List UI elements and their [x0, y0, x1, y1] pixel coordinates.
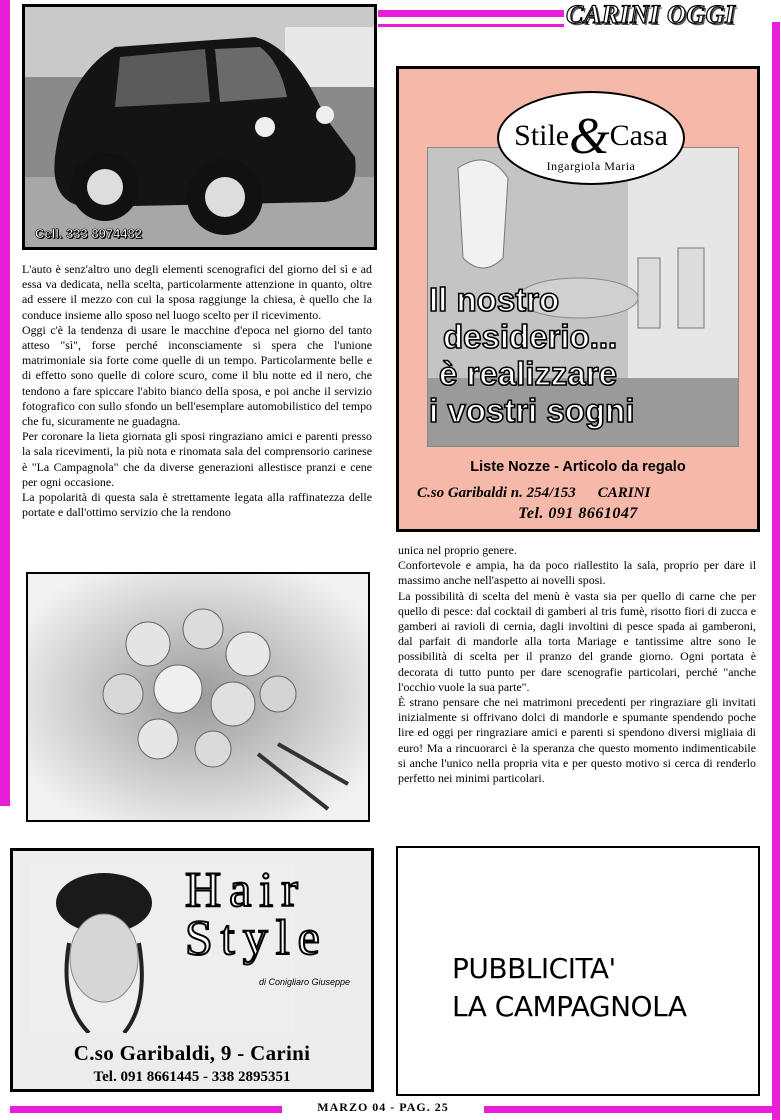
left-accent-bar [0, 0, 10, 806]
top-accent-bar-2 [378, 24, 564, 27]
hair-title-line: Hair [185, 861, 306, 917]
masthead: CARINI OGGI [566, 0, 736, 29]
slogan-line: desiderio... [443, 318, 618, 355]
bouquet-illustration [28, 574, 368, 820]
article-paragraph: La popolarità di questa sala è strettamente legata alla raffinatezza delle portate e dall'ottimo servizio che la rendono [22, 490, 372, 520]
stile-city: CARINI [597, 485, 651, 501]
car-ad-phone: Cell. 333 8974482 [35, 226, 142, 241]
vintage-car-photo [22, 4, 377, 250]
logo-word-stile: Stile [514, 119, 570, 152]
bouquet-photo [26, 572, 370, 822]
bottom-accent-bar-right [484, 1106, 772, 1113]
pubblicita-line: PUBBLICITA' [452, 952, 616, 985]
stile-liste-nozze: Liste Nozze - Articolo da regalo [470, 459, 686, 475]
logo-ampersand: & [569, 108, 610, 165]
stile-slogan [429, 281, 634, 429]
stile-address [417, 485, 747, 502]
hair-owner: di Conigliaro Giuseppe [259, 977, 351, 987]
hair-style-title [185, 861, 374, 965]
article-paragraph: Oggi c'è la tendenza di usare le macchine d'epoca nel giorno del tanto atteso "sì", forse perché inconsciamente si spera che l'unione matrimoniale sia forte come quelle di un tempo. Particolarmente belle e di effetto sono quelle di colore scuro, come il blu notte ed il nero, che tendono a fare spiccare l'abito bianco della sposa, e poi anche il servizio fotografico con sullo sfondo un bell'esemplare automobilistico del tempo che fu, sicuramente ne guadagna. [22, 322, 372, 429]
stile-casa-ad [396, 66, 760, 532]
pubblicita-box [396, 846, 760, 1096]
article-left-column [22, 262, 372, 520]
article-paragraph: La possibilità di scelta del menù è vasta sia per quello di carne che per quello di pesce: dal cocktail di gamberi al tris fumè, risotto fiori di zucca e gamberi ai ravioli di cernia, dagli involtini di pesce spada ai gamberoni, dal parfait di mandorle alla torta Mariage e tantissime altre sono le possibilità di scelta per il pranzo del grande giorno. Ogni portata è decorata di tutto punto per dare scenografie particolari, perché "anche l'occhio vuole la sua parte". [398, 588, 756, 694]
hair-address: C.so Garibaldi, 9 - Carini [73, 1041, 311, 1065]
stile-street: C.so Garibaldi n. 254/153 [417, 485, 576, 501]
stile-logo-oval [497, 91, 685, 185]
article-paragraph: unica nel proprio genere. [398, 543, 517, 557]
bottom-accent-bar-left [10, 1106, 282, 1113]
right-accent-bar [772, 22, 780, 1120]
pubblicita-text [452, 950, 687, 1026]
pubblicita-line: LA CAMPAGNOLA [452, 990, 687, 1023]
logo-word-casa: Casa [609, 119, 668, 152]
stile-telephone: Tel. 091 8661047 [518, 505, 638, 522]
hair-style-ad [10, 848, 374, 1092]
top-accent-bar [378, 10, 564, 17]
article-paragraph: L'auto è senz'altro uno degli elementi scenografici del giorno del sì e ad essa va dedicata, nella scelta, particolarmente attenzione in quanto, oltre ad essere il mezzo con cui la sposa raggiunge la chiesa, è quello che la conduce insieme allo sposo nel luogo scelto per il ricevimento. [22, 262, 372, 322]
page-footer: MARZO 04 - PAG. 25 [317, 1100, 449, 1114]
hair-title-line: Style [185, 909, 328, 965]
article-paragraph: Per coronare la lieta giornata gli sposi ringraziano amici e parenti presso la sala ricevimenti, la più nota e rinomata sala del comprensorio carinese è "La Campagnola" che da diverse generazioni allestisce pranzi e cene per ogni occasione. [22, 429, 372, 489]
car-illustration [25, 7, 374, 247]
article-paragraph: Confortevole e ampia, ha da poco riallestito la sala, proprio per dare il massimo anche nell'aspetto ai novelli sposi. [398, 558, 756, 588]
slogan-line: i vostri sogni [429, 392, 635, 429]
stile-owner: Ingargiola Maria [546, 159, 636, 173]
slogan-line: è realizzare [439, 355, 617, 392]
slogan-line: Il nostro [429, 281, 560, 318]
article-right-column [398, 543, 756, 786]
stile-casa-logo [499, 107, 683, 166]
article-paragraph: È strano pensare che nei matrimoni precedenti per ringraziare gli invitati inizialmente si offrivano dolci di mandorle e spumante spendendo poche lire ed oggi per ringraziare amici e parenti si spendono diversi migliaia di euro! Ma a rincuorarci è la speranza che questo momento indimenticabile si anche l'unico nella propria vita e per questo motivo si cerca di renderlo perfetto nei minimi particolari. [398, 695, 756, 786]
hair-telephone: Tel. 091 8661445 - 338 2895351 [93, 1069, 291, 1085]
